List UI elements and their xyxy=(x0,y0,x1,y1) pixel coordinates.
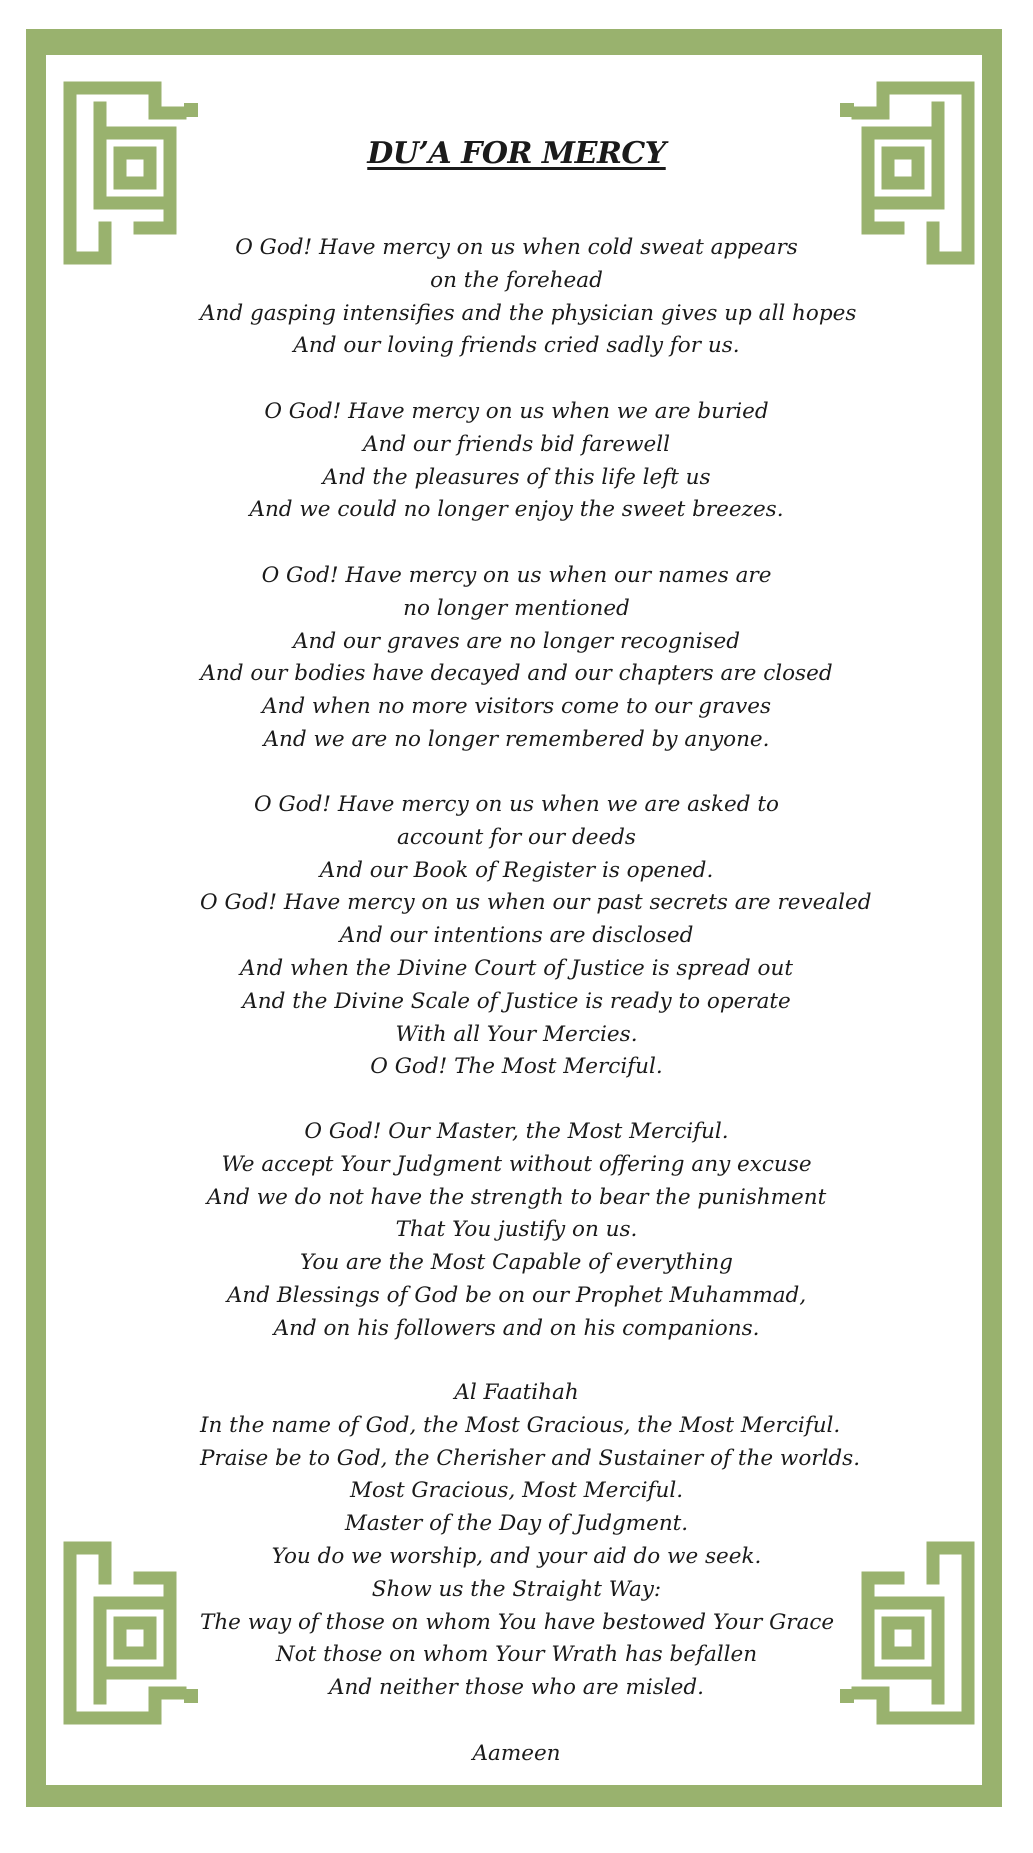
verse-line: no longer mentioned xyxy=(403,595,630,621)
verse-line: In the name of God, the Most Gracious, the Most Merciful. xyxy=(200,1412,841,1438)
stanza-closing xyxy=(200,1738,833,1771)
verse-line: And our intentions are disclosed xyxy=(339,923,694,949)
corner-ornament-top-left-icon xyxy=(60,78,200,268)
stanza-4 xyxy=(200,789,872,1084)
corner-ornament-bottom-right-icon xyxy=(838,1538,978,1728)
verse-line: You do we worship, and your aid do we seek. xyxy=(271,1543,762,1569)
verse-line: Praise be to God, the Cherisher and Sustainer of the worlds. xyxy=(200,1445,861,1471)
stanza-2 xyxy=(200,396,833,527)
verse-line: And on his followers and on his companions. xyxy=(273,1315,760,1341)
verse-line: And our loving friends cried sadly for us. xyxy=(293,333,740,359)
stanza-5 xyxy=(200,1116,833,1346)
stanza-al-faatihah xyxy=(200,1377,861,1705)
verse-line: O God! Have mercy on us when we are buried xyxy=(264,399,769,424)
page-title: DU’A FOR MERCY xyxy=(367,136,666,171)
verse-line: We accept Your Judgment without offering any excuse xyxy=(221,1151,812,1177)
verse-line: And when the Divine Court of Justice is spread out xyxy=(240,955,793,981)
verse-line: O God! Have mercy on us when cold sweat appears xyxy=(235,235,798,260)
verse-line: O God! Have mercy on us when our names are xyxy=(261,563,772,588)
verse-line: And we could no longer enjoy the sweet breezes. xyxy=(249,497,784,523)
verse-line: And our Book of Register is opened. xyxy=(319,857,714,883)
verse-line: And we are no longer remembered by anyone. xyxy=(263,726,770,752)
verse-line: O God! The Most Merciful. xyxy=(370,1054,663,1080)
verse-line: And Blessings of God be on our Prophet Muhammad, xyxy=(226,1282,807,1308)
verse-line: With all Your Mercies. xyxy=(395,1021,638,1047)
corner-ornament-bottom-left-icon xyxy=(60,1538,200,1728)
verse-line: Show us the Straight Way: xyxy=(371,1576,662,1602)
verse-line: That You justify on us. xyxy=(395,1217,638,1243)
verse-line: account for our deeds xyxy=(397,824,636,850)
stanza-heading: Al Faatihah xyxy=(454,1380,579,1405)
verse-line: The way of those on whom You have bestowed Your Grace xyxy=(200,1609,835,1635)
verse-line: O God! Have mercy on us when we are asked to xyxy=(254,792,779,817)
verse-line: And our friends bid farewell xyxy=(362,431,671,457)
verse-line: And our graves are no longer recognised xyxy=(292,628,740,654)
verse-line: You are the Most Capable of everything xyxy=(300,1250,733,1276)
verse-line: And when no more visitors come to our graves xyxy=(261,694,772,720)
verse-line: Not those on whom Your Wrath has befallen xyxy=(275,1642,758,1668)
closing-word: Aameen xyxy=(472,1741,561,1766)
verse-line: And gasping intensifies and the physician gives up all hopes xyxy=(200,300,857,326)
verse-line: And our bodies have decayed and our chapters are closed xyxy=(200,661,833,687)
verse-line: on the forehead xyxy=(430,267,603,293)
verse-line: And neither those who are misled. xyxy=(329,1675,704,1701)
verse-line: And the Divine Scale of Justice is ready to operate xyxy=(242,988,791,1014)
corner-ornament-top-right-icon xyxy=(838,78,978,268)
verse-line: And we do not have the strength to bear the punishment xyxy=(206,1184,827,1210)
stanza-1 xyxy=(200,232,857,363)
verse-line: O God! Have mercy on us when our past secrets are revealed xyxy=(200,890,872,916)
prayer-content xyxy=(200,0,872,1853)
verse-line: Most Gracious, Most Merciful. xyxy=(349,1478,684,1504)
verse-line: Master of the Day of Judgment. xyxy=(344,1511,689,1537)
verse-line: And the pleasures of this life left us xyxy=(322,464,711,490)
stanza-3 xyxy=(200,560,833,757)
verse-line: O God! Our Master, the Most Merciful. xyxy=(304,1119,729,1144)
